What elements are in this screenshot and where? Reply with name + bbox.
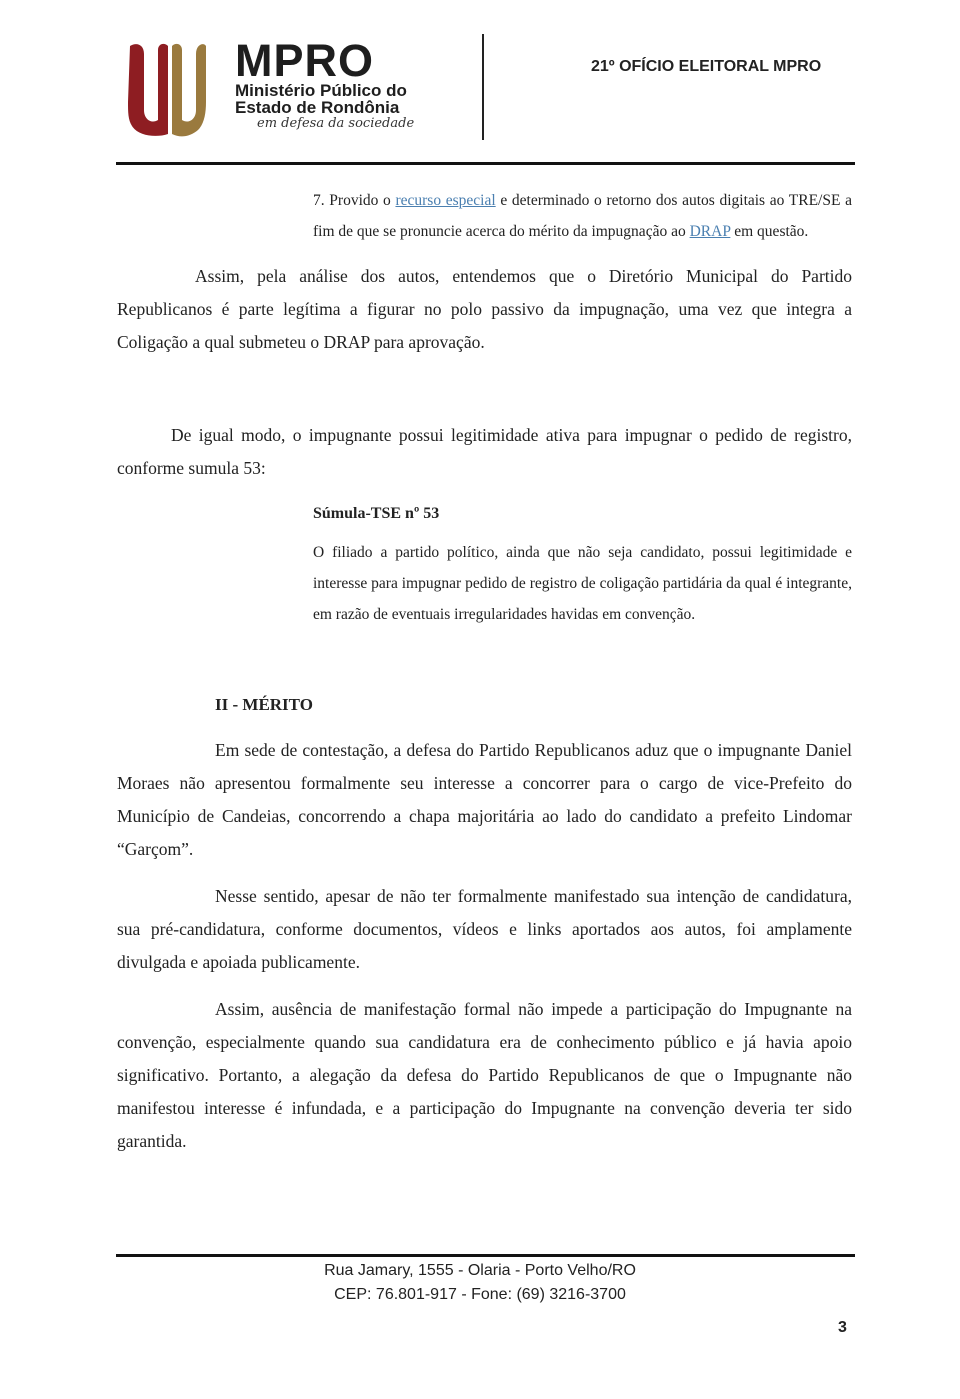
paragraph-conclusao: Assim, ausência de manifestação formal não impede a participação do Impugnante na convenção, especialmente quando sua candidatura era de conhecimento público e já havia apoio significativo. Portanto, a alegação da defesa do Partido Republicanos de que o Impugnante não manifestou interesse é infundada, e a participação do Impugnante na convenção deveria ter sido garantida. — [117, 999, 852, 1151]
office-title: 21º OFÍCIO ELEITORAL MPRO — [591, 58, 822, 75]
header-divider — [482, 34, 484, 140]
drap-link[interactable]: DRAP — [689, 223, 731, 240]
footer-contact: CEP: 76.801-917 - Fone: (69) 3216-3700 — [334, 1286, 626, 1303]
paragraph-contestacao: Em sede de contestação, a defesa do Partido Republicanos aduz que o impugnante Daniel Moraes não apresentou formalmente seu interesse a concorrer para o cargo de vice-Prefeito do Município de Candeias, concorrendo a chapa majoritária ao lado do candidato a prefeito Lindomar “Garçom”. — [117, 740, 852, 859]
citation-quote — [313, 185, 852, 247]
logo-name-line2: Estado de Rondônia — [235, 98, 400, 117]
section-title-merito: II - MÉRITO — [215, 695, 313, 714]
logo-acronym: MPRO — [235, 35, 374, 86]
page-footer — [0, 1259, 960, 1307]
sumula-title: Súmula-TSE nº 53 — [313, 505, 440, 522]
paragraph-legitimidade-passiva: Assim, pela análise dos autos, entendemos que o Diretório Municipal do Partido Republicanos é parte legítima a figurar no polo passivo da impugnação, uma vez que integra a Coligação a qual submeteu o DRAP para aprovação. — [117, 266, 852, 352]
paragraph-pre-candidatura: Nesse sentido, apesar de não ter formalmente manifestado sua intenção de candidatura, sua pré-candidatura, conforme documentos, vídeos e links aportados aos autos, foi amplamente divulgada e apoiada publicamente. — [117, 886, 852, 972]
quote-text-part3: em questão. — [730, 223, 809, 240]
paragraph-legitimidade-ativa: De igual modo, o impugnante possui legitimidade ativa para impugnar o pedido de registro, conforme sumula 53: — [117, 425, 852, 478]
page-number: 3 — [838, 1319, 847, 1336]
document-body — [117, 185, 852, 1158]
footer-address: Rua Jamary, 1555 - Olaria - Porto Velho/RO — [324, 1262, 636, 1279]
logo-name-line1: Ministério Público do — [235, 81, 407, 100]
recurso-especial-link[interactable]: recurso especial — [395, 192, 496, 209]
header-rule — [116, 162, 855, 165]
logo-tagline: em defesa da sociedade — [257, 116, 415, 131]
sumula-text: O filiado a partido político, ainda que não seja candidato, possui legitimidade e interesse para impugnar pedido de registro de coligação partidária da qual é integrante, em razão de eventuais irregularidades havidas em convenção. — [313, 544, 852, 623]
quote-text-part2: e determinado o retorno dos autos digitais ao TRE/SE a fim de que se pronuncie acerca do mérito da impugnação ao — [313, 192, 852, 240]
quote-text-part1: 7. Provido o — [313, 192, 396, 209]
mpro-logo-icon — [126, 40, 208, 138]
mpro-logo-text — [235, 35, 415, 132]
page-header — [0, 0, 960, 165]
footer-rule — [116, 1254, 855, 1257]
